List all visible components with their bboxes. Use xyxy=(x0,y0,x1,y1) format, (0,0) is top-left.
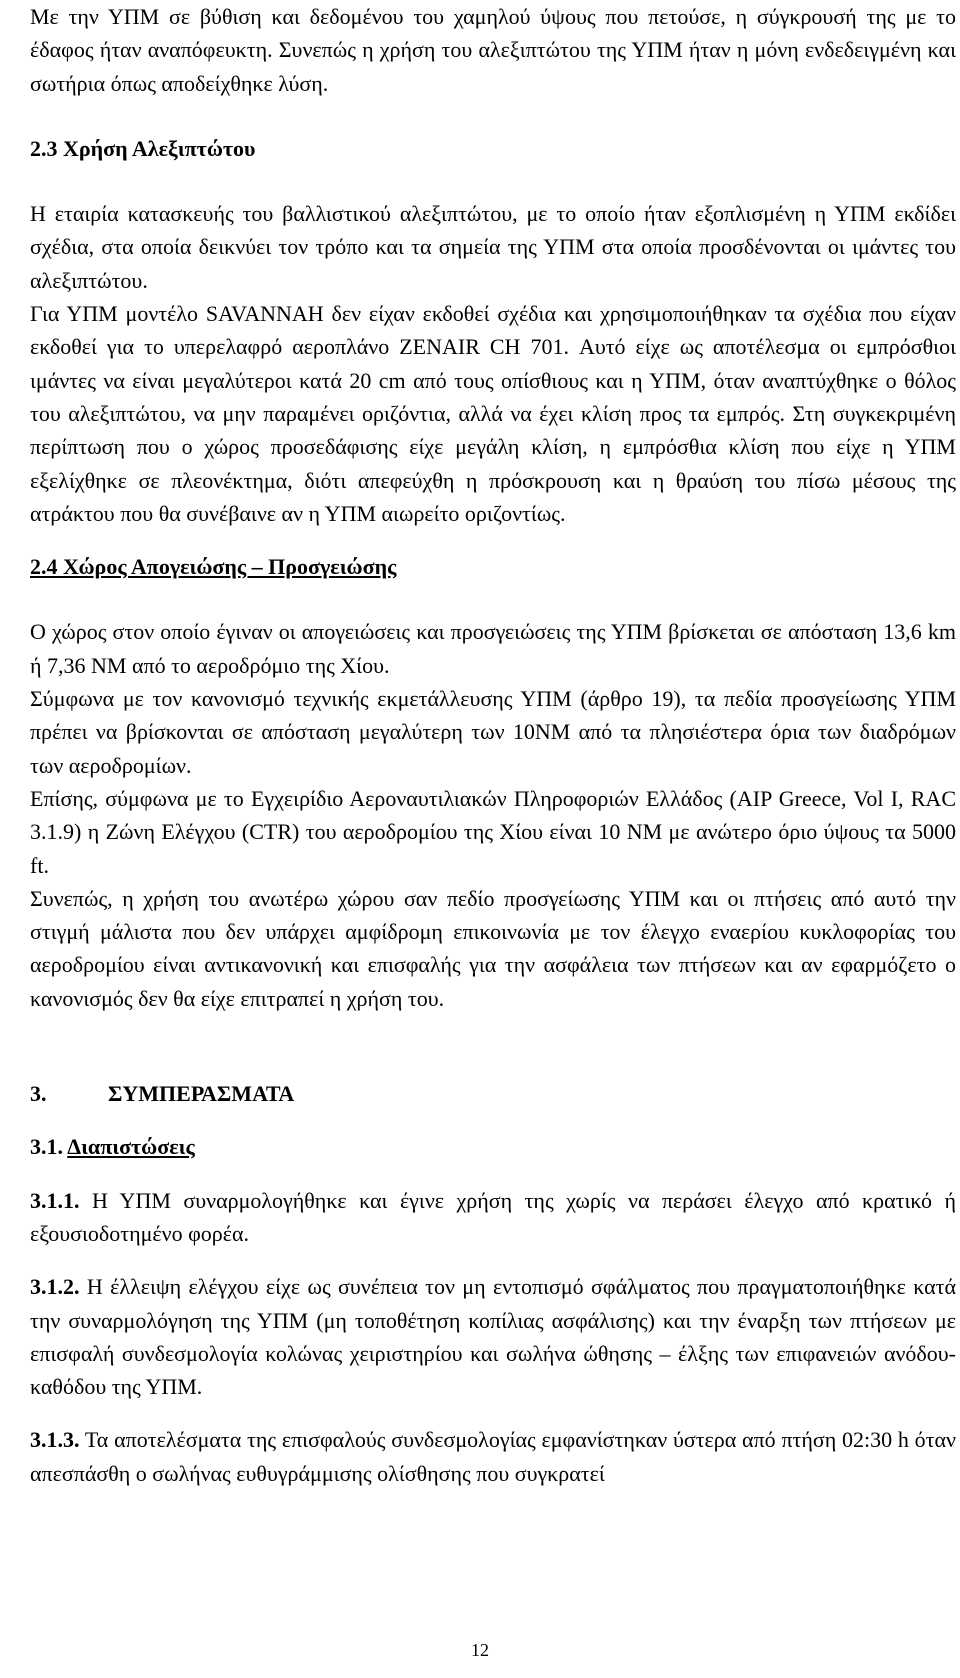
finding-number: 3.1.1. xyxy=(30,1187,80,1213)
section-title: Διαπιστώσεις xyxy=(67,1134,195,1160)
section-heading-3-1 xyxy=(30,1130,956,1163)
document-page xyxy=(30,0,956,1490)
paragraph-parachute-drawings: Η εταιρία κατασκευής του βαλλιστικού αλεξιπτώτου, με το οποίο ήταν εξοπλισμένη η ΥΠΜ εκδίδει σχέδια, στα οποία δεικνύει τον τρόπο και τα σημεία της ΥΠΜ στα οποία προσδένονται οι ιμάντες του αλεξιπτώτου. xyxy=(30,201,956,293)
section-heading-2-3: 2.3 Χρήση Αλεξιπτώτου xyxy=(30,135,256,161)
page-number: 12 xyxy=(471,1640,489,1660)
finding-number: 3.1.3. xyxy=(30,1427,80,1453)
section-number: 3.1. xyxy=(30,1134,63,1160)
finding-number: 3.1.2. xyxy=(30,1274,80,1300)
finding-text: Η έλλειψη ελέγχου είχε ως συνέπεια τον μη εντοπισμό σφάλματος που πραγματοποιήθηκε κατά την συναρμολόγηση της ΥΠΜ (μη τοποθέτηση κοπίλιας ασφάλισης) και την έναρξη των πτήσεων με επισφαλή συνδεσμολογία κολώνας χειριστηρίου και σωλήνα ώθησης – έλξης των επιφανειών ανόδου-καθόδου της ΥΠΜ. xyxy=(30,1274,956,1400)
finding-3-1-3 xyxy=(30,1423,956,1490)
section-number: 3. xyxy=(30,1081,47,1107)
paragraph-parachute-straps: Για ΥΠΜ μοντέλο SAVANNAH δεν είχαν εκδοθεί σχέδια και χρησιμοποιήθηκαν τα σχέδια που είχαν εκδοθεί για το υπερελαφρό αεροπλάνο ZENAIR CH 701. Αυτό είχε ως αποτέλεσμα οι εμπρόσθιοι ιμάντες να είναι μεγαλύτεροι κατά 20 cm από τους οπίσθιους και η ΥΠΜ, όταν αναπτύχθηκε ο θόλος του αλεξιπτώτου, να μην παραμένει οριζόντια, αλλά να έχει κλίση προς τα εμπρός. Στη συγκεκριμένη περίπτωση που ο χώρος προσεδάφισης είχε μεγάλη κλίση, η εμπρόσθια κλίση που είχε η ΥΠΜ εξελίχθηκε σε πλεονέκτημα, διότι απεφεύχθη η πρόσκρουση και η θραύση του πίσω μέσους της ατράκτου που θα συνέβαινε αν η ΥΠΜ αιωρείτο οριζοντίως. xyxy=(30,301,956,526)
paragraph-regulation: Σύμφωνα με τον κανονισμό τεχνικής εκμετάλλευσης ΥΠΜ (άρθρο 19), τα πεδία προσγείωσης ΥΠΜ πρέπει να βρίσκονται σε απόσταση μεγαλύτερη των 10NM από τα πλησιέστερα όρια των διαδρόμων των αεροδρομίων. xyxy=(30,686,956,778)
paragraph-parachute-intro: Με την ΥΠΜ σε βύθιση και δεδομένου του χαμηλού ύψους που πετούσε, η σύγκρουσή της με το έδαφος ήταν αναπόφευκτη. Συνεπώς η χρήση του αλεξιπτώτου της ΥΠΜ ήταν η μόνη ενδεδειγμένη και σωτήρια όπως αποδείχθηκε λύση. xyxy=(30,4,956,96)
paragraph-field-location: Ο χώρος στον οποίο έγιναν οι απογειώσεις και προσγειώσεις της ΥΠΜ βρίσκεται σε απόσταση 13,6 km ή 7,36 NM από το αεροδρόμιο της Χίου. xyxy=(30,619,956,678)
section-title: ΣΥΜΠΕΡΑΣΜΑΤΑ xyxy=(108,1081,295,1107)
finding-3-1-2 xyxy=(30,1270,956,1403)
paragraph-aip: Επίσης, σύμφωνα με το Εγχειρίδιο Αεροναυτιλιακών Πληροφοριών Ελλάδος (AIP Greece, Vol I, RAC 3.1.9) η Ζώνη Ελέγχου (CTR) του αεροδρομίου της Χίου είναι 10 NM με ανώτερο όριο ύψους τα 5000 ft. xyxy=(30,785,956,878)
finding-text: Τα αποτελέσματα της επισφαλούς συνδεσμολογίας εμφανίστηκαν ύστερα από πτήση 02:30 h όταν απεσπάσθη ο σωλήνας ευθυγράμμισης ολίσθησης που συγκρατεί xyxy=(30,1427,956,1486)
section-heading-2-4: 2.4 Χώρος Απογειώσης – Προσγειώσης xyxy=(30,554,397,580)
paragraph-field-use: Συνεπώς, η χρήση του ανωτέρω χώρου σαν πεδίο προσγείωσης ΥΠΜ και οι πτήσεις από αυτό την στιγμή μάλιστα που δεν υπάρχει αμφίδρομη επικοινωνία με τον έλεγχο εναερίου κυκλοφορίας του αεροδρομίου είναι αντικανονική και επισφαλής για την ασφάλεια των πτήσεων και αν εφαρμόζετο ο κανονισμός δεν θα είχε επιτραπεί η χρήση του. xyxy=(30,885,956,1011)
section-heading-3 xyxy=(30,1077,956,1110)
finding-text: Η ΥΠΜ συναρμολογήθηκε και έγινε χρήση της χωρίς να περάσει έλεγχο από κρατικό ή εξουσιοδοτημένο φορέα. xyxy=(30,1187,957,1246)
finding-3-1-1 xyxy=(30,1184,956,1251)
